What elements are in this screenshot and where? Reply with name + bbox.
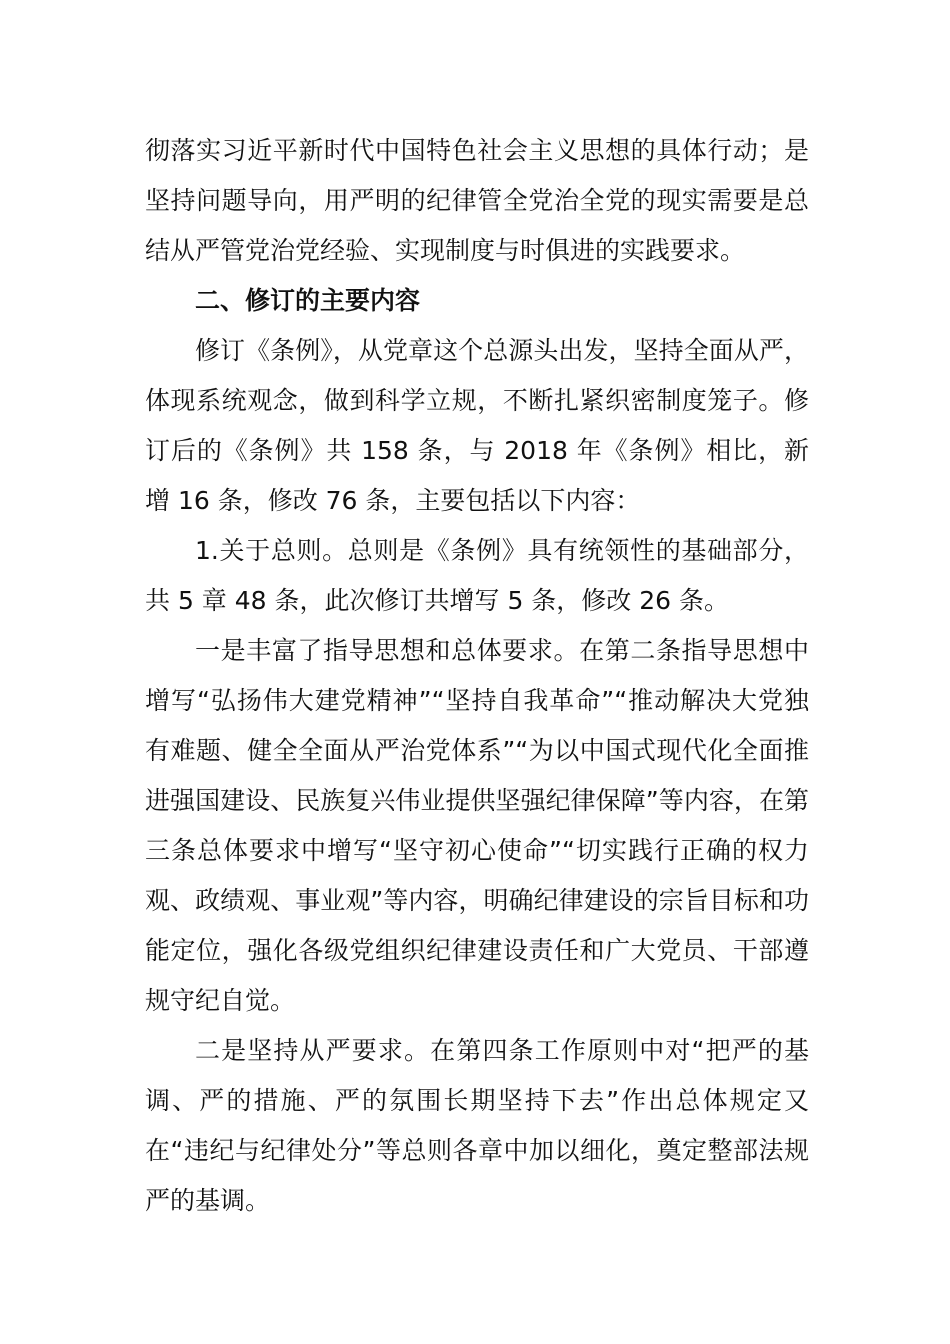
section-heading: 二、修订的主要内容 xyxy=(195,286,421,315)
paragraph-strict-requirements: 二是坚持从严要求。在第四条工作原则中对“把严的基调、严的措施、严的氛围长期坚持下去”作出总体规定又在“违纪与纪律处分”等总则各章中加以细化，奠定整部法规严的基调。 xyxy=(145,1036,809,1215)
document-body xyxy=(145,126,809,1226)
paragraph-guiding-thought: 一是丰富了指导思想和总体要求。在第二条指导思想中增写“弘扬伟大建党精神”“坚持自我革命”“推动解决大党独有难题、健全全面从严治党体系”“为以中国式现代化全面推进强国建设、民族复兴伟业提供坚强纪律保障”等内容，在第三条总体要求中增写“坚守初心使命”“切实践行正确的权力观、政绩观、事业观”等内容，明确纪律建设的宗旨目标和功能定位，强化各级党组织纪律建设责任和广大党员、干部遵规守纪自觉。 xyxy=(145,636,809,1015)
paragraph-revision-overview: 修订《条例》，从党章这个总源头出发，坚持全面从严，体现系统观念，做到科学立规，不断扎紧织密制度笼子。修订后的《条例》共 158 条，与 2018 年《条例》相比，新增 16 条，修改 76 条，主要包括以下内容： xyxy=(145,336,809,515)
paragraph-continued: 彻落实习近平新时代中国特色社会主义思想的具体行动；是坚持问题导向，用严明的纪律管全党治全党的现实需要是总结从严管党治党经验、实现制度与时俱进的实践要求。 xyxy=(145,136,809,265)
paragraph-general-provisions: 1.关于总则。总则是《条例》具有统领性的基础部分，共 5 章 48 条，此次修订共增写 5 条，修改 26 条。 xyxy=(145,536,809,615)
